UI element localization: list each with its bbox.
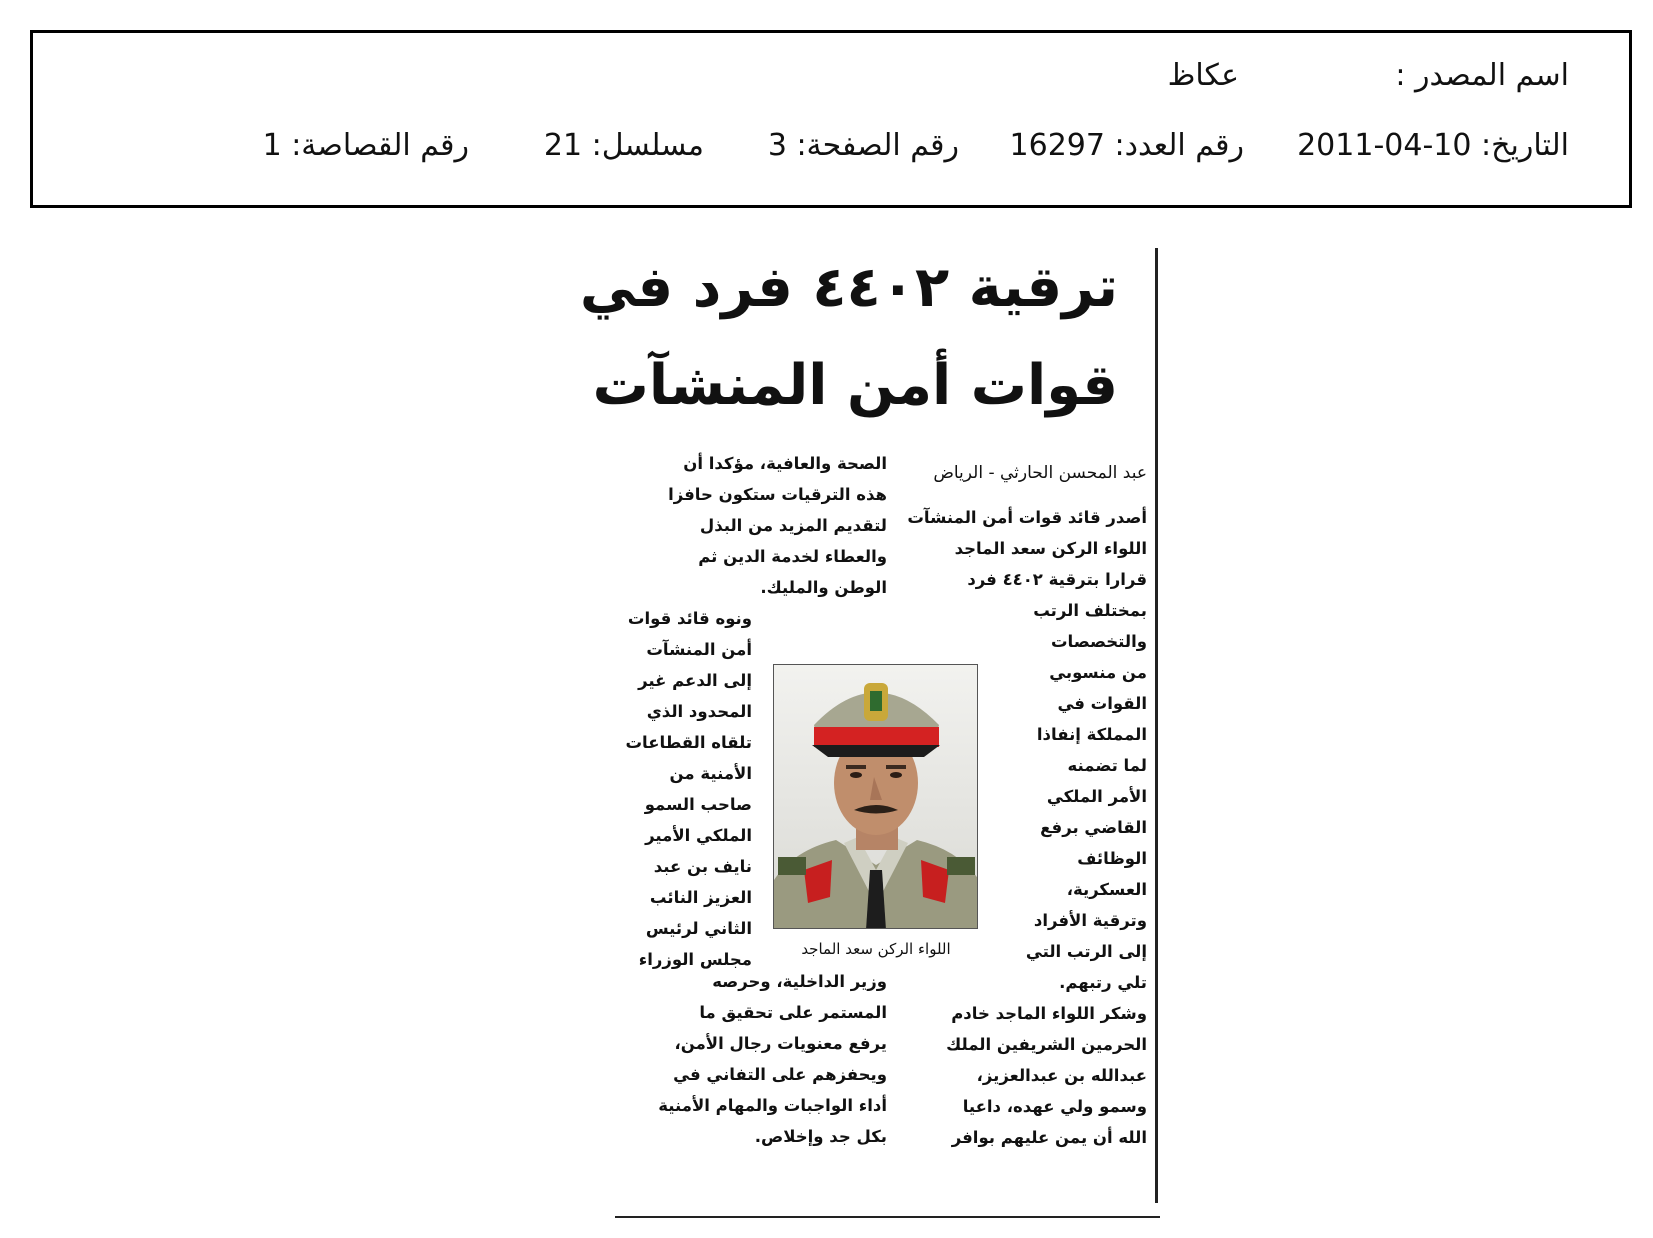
article-text-line: وشكر اللواء الماجد خادم xyxy=(951,1004,1147,1023)
newspaper-clipping xyxy=(579,240,1180,1225)
article-text-line: ونوه قائد قوات xyxy=(627,609,752,628)
column-1-narrow xyxy=(1022,595,1147,998)
article-text-line: أداء الواجبات والمهام الأمنية xyxy=(658,1096,887,1115)
headline-line-1: ترقية ٤٤٠٢ فرد في xyxy=(579,255,1118,320)
column-rule-vertical xyxy=(1155,248,1158,1203)
article-text-line: الملكي الأمير xyxy=(645,826,752,845)
article-text-line: إلى الدعم غير xyxy=(638,671,752,690)
article-text-line: تلي رتبهم. xyxy=(1059,973,1147,992)
article-text-line: والعطاء لخدمة الدين ثم xyxy=(698,547,887,566)
headline-line-2: قوات أمن المنشآت xyxy=(592,353,1118,418)
column-2-narrow xyxy=(622,603,752,975)
photo-caption: اللواء الركن سعد الماجد xyxy=(801,940,951,958)
article-text-line: ويحفزهم على التفاني في xyxy=(673,1065,887,1084)
article-text-line: الصحة والعافية، مؤكدا أن xyxy=(683,454,887,473)
article-text-line: العزيز النائب xyxy=(649,888,752,907)
article-text-line: المحدود الذي xyxy=(646,702,752,721)
column-2-top xyxy=(652,448,887,603)
article-text-line: بكل جد وإخلاص. xyxy=(754,1127,887,1146)
column-2-bottom xyxy=(652,966,887,1152)
date-field: التاريخ: 10-04-2011 xyxy=(1297,128,1569,163)
article-text-line: هذه الترقيات ستكون حافزا xyxy=(668,485,887,504)
byline: عبد المحسن الحارثي - الرياض xyxy=(933,463,1147,483)
column-rule-horizontal xyxy=(615,1216,1160,1218)
issue-number-field: رقم العدد: 16297 xyxy=(1009,128,1244,163)
article-text-line: الثاني لرئيس xyxy=(645,919,752,938)
article-text-line: إلى الرتب التي xyxy=(1025,942,1147,961)
article-text-line: وترقية الأفراد xyxy=(1033,911,1147,930)
article-text-line: لتقديم المزيد من البذل xyxy=(699,516,887,535)
source-label: اسم المصدر : xyxy=(1395,58,1569,93)
article-text-line: لما تضمنه xyxy=(1067,756,1147,775)
article-text-line: الحرمين الشريفين الملك xyxy=(946,1035,1147,1054)
article-text-line: الله أن يمن عليهم بوافر xyxy=(951,1128,1147,1147)
article-text-line: قرارا بترقية ٤٤٠٢ فرد xyxy=(967,570,1147,589)
page-number-field: رقم الصفحة: 3 xyxy=(767,128,959,163)
article-text-line: بمختلف الرتب xyxy=(1033,601,1147,620)
article-text-line: والتخصصات xyxy=(1050,632,1147,651)
article-text-line: القاضي برفع xyxy=(1040,818,1147,837)
article-text-line: أمن المنشآت xyxy=(646,640,752,659)
clipping-metadata-box xyxy=(30,30,1632,208)
article-text-line: الوطن والمليك. xyxy=(760,578,887,597)
article-text-line: المملكة إنفاذا xyxy=(1036,725,1147,744)
article-text-line: مجلس الوزراء xyxy=(638,950,752,969)
column-1-bottom xyxy=(912,998,1147,1153)
article-text-line: الوظائف xyxy=(1077,849,1147,868)
officer-portrait-photo xyxy=(773,664,978,929)
article-text-line: المستمر على تحقيق ما xyxy=(699,1003,887,1022)
article-text-line: أصدر قائد قوات أمن المنشآت xyxy=(907,508,1147,527)
column-1-top xyxy=(907,502,1147,595)
article-text-line: الأمر الملكي xyxy=(1046,787,1147,806)
article-text-line: اللواء الركن سعد الماجد xyxy=(954,539,1147,558)
article-text-line: عبدالله بن عبدالعزيز، xyxy=(976,1066,1147,1085)
article-text-line: من منسوبي xyxy=(1049,663,1147,682)
article-text-line: القوات في xyxy=(1057,694,1147,713)
article-text-line: يرفع معنويات رجال الأمن، xyxy=(674,1034,887,1053)
article-text-line: نايف بن عبد xyxy=(653,857,752,876)
article-text-line: وسمو ولي عهده، داعيا xyxy=(962,1097,1147,1116)
article-text-line: الأمنية من xyxy=(669,764,752,783)
article-text-line: العسكرية، xyxy=(1066,880,1147,899)
article-text-line: صاحب السمو xyxy=(644,795,752,814)
article-text-line: تلقاه القطاعات xyxy=(625,733,752,752)
serial-field: مسلسل: 21 xyxy=(543,128,704,163)
source-value: عكاظ xyxy=(1167,58,1239,93)
article-text-line: وزير الداخلية، وحرصه xyxy=(712,972,887,991)
clip-number-field: رقم القصاصة: 1 xyxy=(262,128,469,163)
